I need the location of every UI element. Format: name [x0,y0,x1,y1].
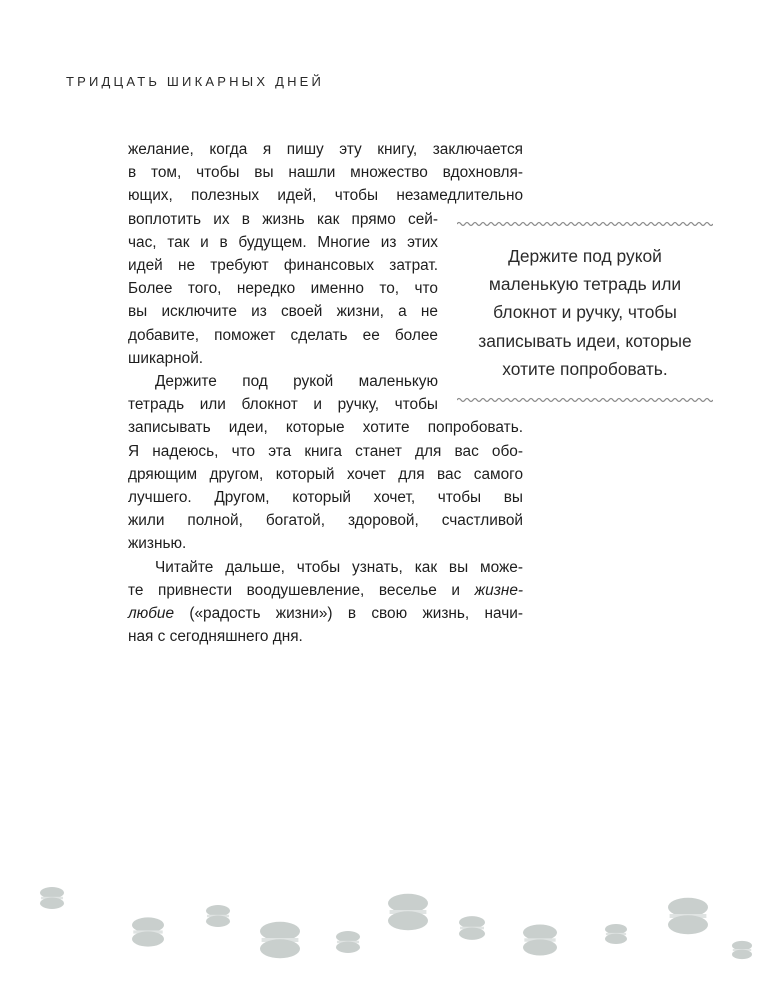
italic-word: любие [128,605,175,623]
macaron-icon [668,898,708,935]
body-line: Держите под рукой маленькую [155,373,438,391]
macaron-icon [206,905,230,927]
body-line: дряющим другом, который хочет для вас самого [128,465,523,483]
body-line: час, так и в будущем. Многие из этих [128,233,438,251]
body-line: жили полной, богатой, здоровой, счастливой [128,512,523,530]
body-line: ющих, полезных идей, чтобы незамедлительно [128,187,523,205]
pull-quote-line: записывать идеи, которые [478,330,692,351]
body-line: Я надеюсь, что эта книга станет для вас обо- [128,442,523,460]
macaron-decoration [0,870,759,1000]
body-line: Более того, нередко именно то, что [128,280,438,298]
macaron-icon [459,916,485,940]
body-line: идей не требуют финансовых затрат. [128,257,438,275]
body-line: записывать идеи, которые хотите попробовать. [128,419,523,437]
body-line: шикарной. [128,349,204,367]
pull-quote-line: маленькую тетрадь или [488,274,682,295]
pull-quote-text [457,227,713,397]
macaron-icon [523,924,557,955]
body-line: жизнью. [128,535,187,553]
macaron-icon [388,894,428,931]
body-line-part: («радость жизни») в свою жизнь, начи- [189,605,523,623]
macaron-icon [336,931,360,953]
italic-word: жизне- [474,581,524,599]
macaron-icon [260,922,300,959]
pull-quote-line: хотите попробовать. [502,358,668,379]
body-line: Читайте дальше, чтобы узнать, как вы може- [155,558,523,576]
macaron-icon [605,924,627,944]
body-line: вы исключите из своей жизни, а не [128,303,438,321]
body-line [128,579,523,602]
pull-quote-line: блокнот и ручку, чтобы [493,302,677,323]
body-line: лучшего. Другом, который хочет, чтобы вы [128,489,523,507]
body-line [128,602,523,625]
body-line: тетрадь или блокнот и ручку, чтобы [128,396,438,414]
pull-quote-line: Держите под рукой [508,246,662,266]
body-line: желание, когда я пишу эту книгу, заключается [128,141,523,158]
body-line-part: те привнести воодушевление, веселье и [128,581,460,599]
body-line: добавите, поможет сделать ее более [128,326,438,344]
running-title: ТРИДЦАТЬ ШИКАРНЫХ ДНЕЙ [66,74,325,89]
macaron-icon [40,887,64,909]
body-line: в том, чтобы вы нашли множество вдохновля- [128,164,523,182]
body-line: воплотить их в жизнь как прямо сей- [128,210,438,228]
body-line: ная с сегодняшнего дня. [128,628,303,646]
wavy-rule-bottom [457,397,713,403]
macaron-icon [132,917,164,946]
macaron-icon [732,941,752,959]
pull-quote [457,221,713,403]
